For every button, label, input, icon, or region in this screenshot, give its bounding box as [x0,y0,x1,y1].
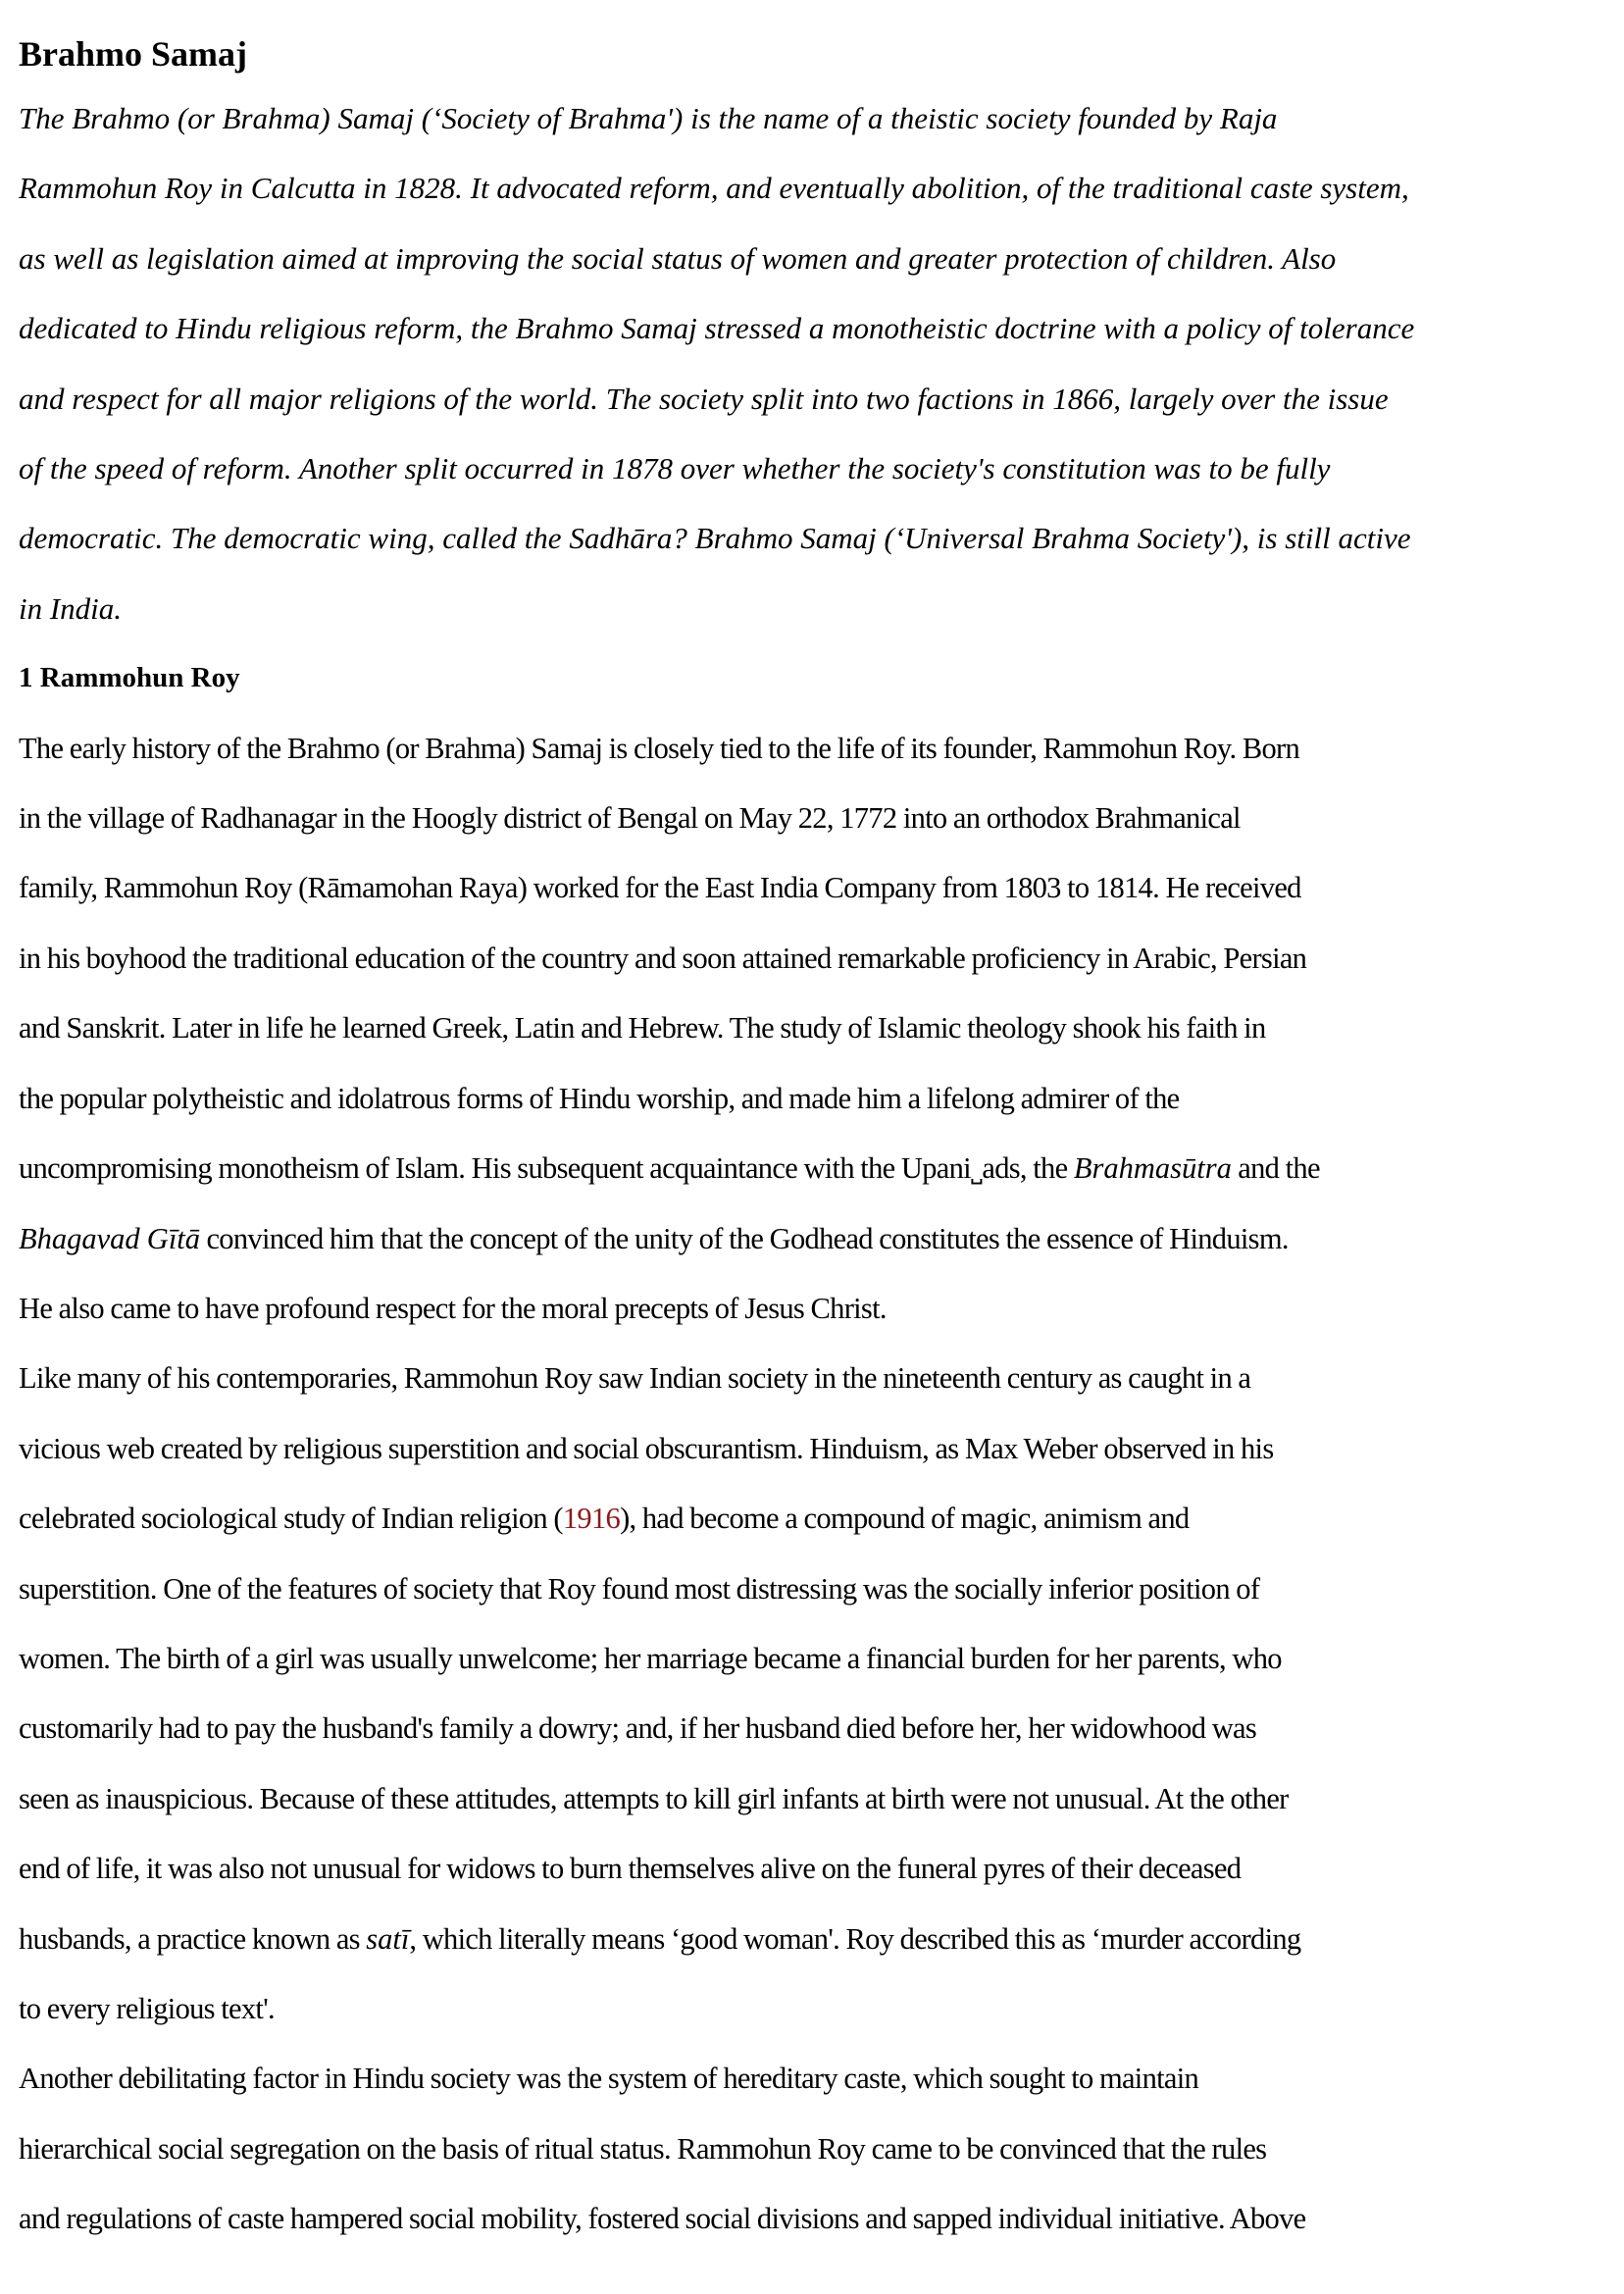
abstract-line: Rammohun Roy in Calcutta in 1828. It advocated reform, and eventually abolition, of the traditional caste system, [19,171,1409,206]
text-run: ), had become a compound of magic, animism and [620,1502,1190,1536]
paragraph-line [19,1484,1607,1554]
paragraph-line: women. The birth of a girl was usually unwelcome; her marriage became a financial burden for her parents, who [19,1641,1282,1675]
paragraph-2 [19,1344,1607,2044]
paragraph-line: in the village of Radhanagar in the Hoogly district of Bengal on May 22, 1772 into an orthodox Brahmanical [19,801,1241,836]
paragraph-line: hierarchical social segregation on the basis of ritual status. Rammohun Roy came to be convinced that the rules [19,2131,1267,2166]
abstract [19,83,1607,643]
paragraph-line: in his boyhood the traditional education of the country and soon attained remarkable proficiency in Arabic, Persian [19,941,1307,975]
paragraph-line: Like many of his contemporaries, Rammohun Roy saw Indian society in the nineteenth century as caught in a [19,1361,1251,1396]
italic-term: Bhagavad Gītā [19,1221,201,1255]
paragraph-line: Another debilitating factor in Hindu society was the system of hereditary caste, which sought to maintain [19,2062,1199,2096]
abstract-line: democratic. The democratic wing, called the Sadhāra? Brahmo Samaj (‘Universal Brahma Society'), is still active [19,521,1411,556]
document-page [19,0,1607,2255]
abstract-line: dedicated to Hindu religious reform, the Brahmo Samaj stressed a monotheistic doctrine with a policy of tolerance [19,311,1415,346]
text-run: uncompromising monotheism of Islam. His subsequent acquaintance with the Upani˽ads, the [19,1151,1074,1186]
paragraph-line [19,1204,1607,1274]
abstract-line: and respect for all major religions of the world. The society split into two factions in 1866, largely over the issue [19,381,1389,416]
paragraph-line [19,1905,1607,1974]
paragraph-line: vicious web created by religious superstition and social obscurantism. Hinduism, as Max Weber observed in his [19,1431,1274,1465]
paragraph-line: seen as inauspicious. Because of these attitudes, attempts to kill girl infants at birth were not unusual. At the other [19,1781,1289,1815]
paragraph-line: the popular polytheistic and idolatrous forms of Hindu worship, and made him a lifelong admirer of the [19,1081,1180,1115]
paragraph-line: to every religious text'. [19,1991,275,2025]
paragraph-1 [19,714,1607,1345]
document-title: Brahmo Samaj [19,34,247,74]
abstract-line: as well as legislation aimed at improving the social status of women and greater protection of children. Also [19,240,1337,276]
paragraph-line: end of life, it was also not unusual for widows to burn themselves alive on the funeral pyres of their deceased [19,1852,1242,1886]
text-run: convinced him that the concept of the unity of the Godhead constitutes the essence of Hinduism. [200,1221,1289,1255]
text-run: , which literally means ‘good woman'. Roy described this as ‘murder according [409,1921,1301,1956]
paragraph-line: customarily had to pay the husband's family a dowry; and, if her husband died before her, her widowhood was [19,1711,1257,1746]
paragraph-line: superstition. One of the features of society that Roy found most distressing was the socially inferior position of [19,1571,1260,1606]
italic-term: satī [366,1921,410,1956]
abstract-line: The Brahmo (or Brahma) Samaj (‘Society of Brahma') is the name of a theistic society founded by Raja [19,101,1278,135]
text-run: and the [1231,1151,1320,1186]
abstract-line: of the speed of reform. Another split occurred in 1878 over whether the society's constitution was to be fully [19,451,1331,486]
paragraph-line: He also came to have profound respect for the moral precepts of Jesus Christ. [19,1291,887,1325]
paragraph-line: and regulations of caste hampered social mobility, fostered social divisions and sapped individual initiative. Above [19,2202,1306,2236]
abstract-line: in India. [19,590,123,626]
paragraph-line: family, Rammohun Roy (Rāmamohan Raya) worked for the East India Company from 1803 to 1814. He received [19,871,1301,905]
citation-link[interactable]: 1916 [562,1502,621,1536]
text-run: husbands, a practice known as [19,1921,367,1956]
paragraph-line: and Sanskrit. Later in life he learned Greek, Latin and Hebrew. The study of Islamic theology shook his faith in [19,1011,1266,1045]
italic-term: Brahmasūtra [1073,1151,1232,1186]
text-run: celebrated sociological study of Indian religion ( [19,1502,563,1536]
paragraph-line [19,1134,1607,1203]
paragraph-3 [19,2044,1607,2254]
section-heading: 1 Rammohun Roy [19,662,240,694]
paragraph-line: The early history of the Brahmo (or Brahma) Samaj is closely tied to the life of its founder, Rammohun Roy. Born [19,731,1300,765]
